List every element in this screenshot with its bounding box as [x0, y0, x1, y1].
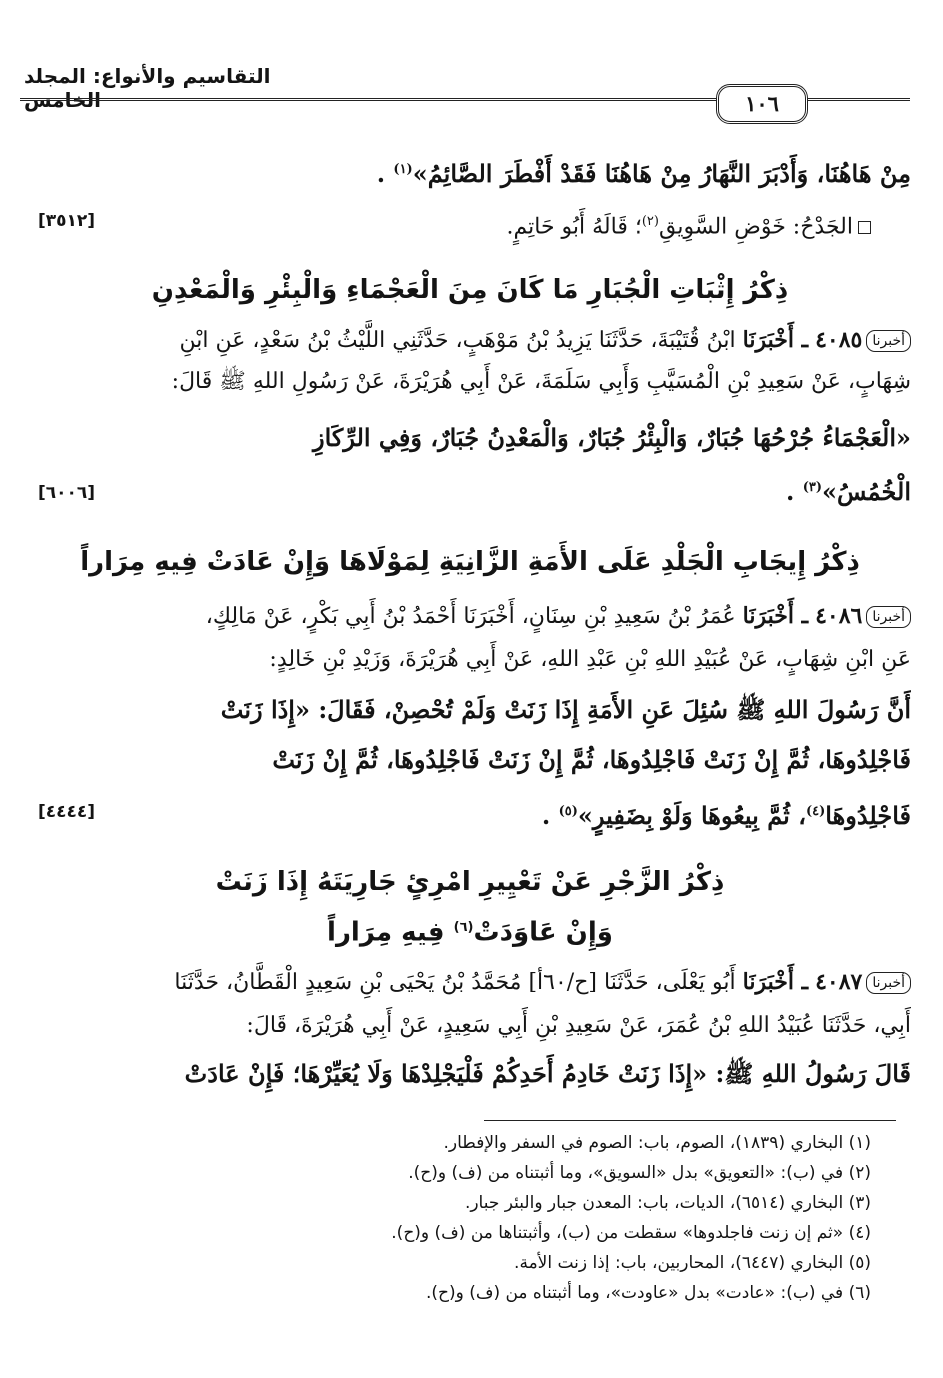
text-line: عَنِ ابْنِ شِهَابٍ، عَنْ عُبَيْدِ اللهِ بْنِ عَبْدِ اللهِ، عَنْ أَبِي هُرَيْرَةَ، وَزَيْدِ بْنِ خَالِدٍ: [269, 647, 911, 672]
footnote: (٤) «ثم إن زنت فاجلدوها» سقطت من (ب)، وأثبتناها من (ف) و(ح). [391, 1223, 871, 1243]
footnote-rule [484, 1120, 896, 1121]
akhbarana-icon: أخبرنا [866, 606, 911, 628]
section-heading: ذِكْرُ إِيجَابِ الْجَلْدِ عَلَى الأَمَةِ الزَّانِيَةِ لِمَوْلَاهَا وَإِنْ عَادَتْ فِيهِ مِرَاراً [80, 547, 860, 577]
section-heading: ذِكْرُ إِثْبَاتِ الْجُبَارِ مَا كَانَ مِنَ الْعَجْمَاءِ وَالْبِئْرِ وَالْمَعْدِنِ [151, 275, 789, 305]
page-number: ١٠٦ [716, 84, 808, 124]
square-bullet-icon [858, 221, 871, 234]
hadith-number: ٤٠٨٦ [815, 603, 863, 629]
text-span: ؛ قَالَهُ أَبُو حَاتِمٍ. [506, 214, 642, 240]
text-span: . [541, 801, 551, 830]
text-line: أَبِي، حَدَّثَنَا عُبَيْدُ اللهِ بْنُ عُمَرَ، عَنْ سَعِيدِ بْنِ أَبِي سَعِيدٍ، عَنْ أَبِي هُرَيْرَةَ، قَالَ: [246, 1013, 911, 1038]
text-span: ـ أَخْبَرَنَا [742, 603, 809, 629]
hadith-number: ٤٠٨٧ [815, 969, 863, 995]
running-title: التقاسيم والأنواع: المجلد الخامس [24, 64, 271, 112]
text-span: الْخُمُسُ» [822, 477, 911, 506]
footnote-ref: (٥) [558, 804, 578, 819]
footnote-ref: (٤) [805, 804, 826, 819]
akhbarana-icon: أخبرنا [866, 972, 911, 994]
reference-number: [٣٥١٢] [38, 211, 96, 231]
text-span: الجَدْحُ: خَوْضِ السَّوِيقِ [658, 214, 853, 240]
footnote-ref: (٢) [641, 214, 659, 229]
footnote: (٦) في (ب): «عادت» بدل «عاودت»، وما أثبتناه من (ف) و(ح). [425, 1283, 871, 1303]
section-heading: ذِكْرُ الزَّجْرِ عَنْ تَعْيِيرِ امْرِئٍ جَارِيَتَهُ إِذَا زَنَتْ [215, 867, 725, 897]
text-span: فَاجْلِدُوهَا [825, 801, 911, 830]
text-span: مِنْ هَاهُنَا، وَأَدْبَرَ النَّهَارُ مِنْ هَاهُنَا فَقَدْ أَفْطَرَ الصَّائِمُ» [412, 159, 911, 188]
text-span: فِيهِ مِرَاراً [327, 917, 445, 948]
reference-number: [٤٤٤٤] [38, 802, 96, 822]
text-line: «الْعَجْمَاءُ جُرْحُهَا جُبَارٌ، وَالْبِئْرُ جُبَارٌ، وَالْمَعْدِنُ جُبَارٌ، وَفِي الرِّكَازِ [313, 423, 911, 452]
hadith-number: ٤٠٨٥ [815, 327, 863, 353]
text-span: ـ أَخْبَرَنَا [742, 327, 809, 353]
text-line [311, 468, 911, 512]
text-span: وَإِنْ عَاوَدَتْ [473, 917, 613, 948]
reference-number: [٦٠٠٦] [38, 483, 96, 503]
text-line [31, 962, 911, 1003]
footnote: (٢) في (ب): «التعويق» بدل «السويق»، وما أثبتناه من (ف) و(ح). [408, 1163, 871, 1183]
text-span: عُمَرُ بْنُ سَعِيدِ بْنِ سِنَانٍ، أَخْبَرَنَا أَحْمَدُ بْنُ أَبِي بَكْرٍ، عَنْ مَالِكٍ، [205, 604, 736, 629]
text-span: أَبُو يَعْلَى، حَدَّثَنَا [ح/٦٠أ] مُحَمَّدُ بْنُ يَحْيَى بْنِ سَعِيدٍ الْقَطَّانُ، حَدَّثَنَا [174, 970, 736, 995]
akhbarana-icon: أخبرنا [866, 330, 911, 352]
text-line: أَنَّ رَسُولَ اللهِ ﷺ سُئِلَ عَنِ الأَمَةِ إِذَا زَنَتْ وَلَمْ تُحْصِنْ، فَقَالَ: «إِذَا زَنَتْ [220, 695, 911, 724]
text-line [31, 150, 911, 194]
section-heading [60, 906, 880, 955]
text-span: ، ثُمَّ بِيعُوهَا وَلَوْ بِضَفِيرٍ» [577, 801, 806, 830]
footnote-ref: (١) [393, 162, 413, 177]
text-line [91, 202, 871, 247]
text-span: ابْنُ قُتَيْبَةَ، حَدَّثَنَا يَزِيدُ بْنُ مَوْهَبٍ، حَدَّثَنِي اللَّيْثُ بْنُ سَعْدٍ، عَنِ ابْنِ [179, 328, 736, 353]
text-span: . [376, 159, 386, 188]
footnote-ref: (٦) [453, 920, 474, 935]
text-span: . [786, 477, 795, 506]
footnote-ref: (٣) [802, 480, 823, 495]
text-line [311, 792, 911, 836]
footnote: (١) البخاري (١٨٣٩)، الصوم، باب: الصوم في السفر والإفطار. [443, 1133, 871, 1153]
text-line: قَالَ رَسُولُ اللهِ ﷺ: «إِذَا زَنَتْ خَادِمُ أَحَدِكُمْ فَلْيَجْلِدْهَا وَلَا يُعَيِّرْهَا؛ فَإِنْ عَادَتْ [184, 1059, 911, 1088]
text-line [31, 596, 911, 637]
text-line: فَاجْلِدُوهَا، ثُمَّ إِنْ زَنَتْ فَاجْلِدُوهَا، ثُمَّ إِنْ زَنَتْ فَاجْلِدُوهَا، ثُمَّ إِنْ زَنَتْ [272, 745, 911, 774]
text-line: شِهَابٍ، عَنْ سَعِيدِ بْنِ الْمُسَيَّبِ وَأَبِي سَلَمَةَ، عَنْ أَبِي هُرَيْرَةَ، عَنْ رَسُولِ اللهِ ﷺ قَالَ: [171, 369, 911, 394]
text-line [31, 320, 911, 361]
footnote: (٥) البخاري (٦٤٤٧)، المحاربين، باب: إذا زنت الأمة. [514, 1253, 871, 1273]
footnote: (٣) البخاري (٦٥١٤)، الديات، باب: المعدن جبار والبئر جبار. [464, 1193, 871, 1213]
text-span: ـ أَخْبَرَنَا [742, 969, 809, 995]
